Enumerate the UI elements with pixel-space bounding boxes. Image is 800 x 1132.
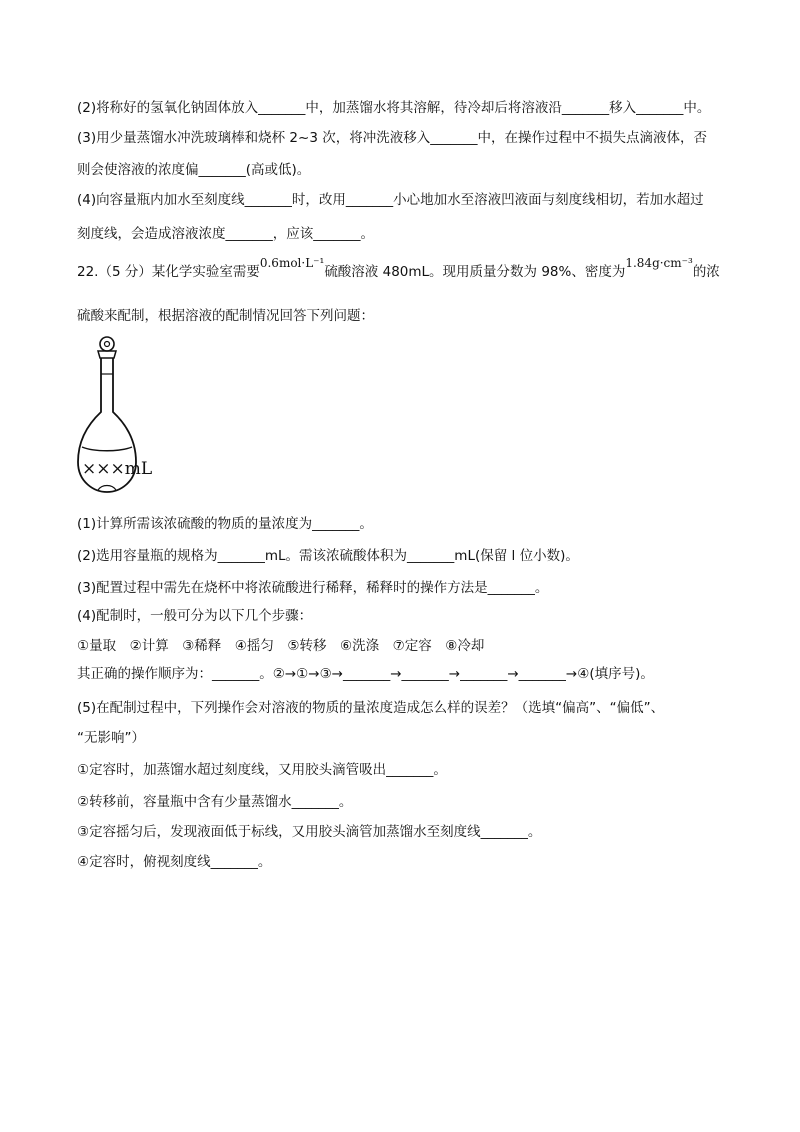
- question-4-text: (4)向容量瓶内加水至刻度线_______时，改用_______小心地加水至溶液凹液面与刻度线相切，若加水超过: [77, 192, 704, 208]
- part-4-text: (4)配制时，一般可分为以下几个步骤：: [77, 608, 313, 624]
- error-item-2: ②转移前，容量瓶中含有少量蒸馏水_______。: [77, 794, 353, 810]
- error-item-4: ④定容时，俯视刻度线_______。: [77, 854, 272, 870]
- order-sequence: 其正确的操作顺序为：_______。②→①→③→_______→_______→_______→_______→④(填序号)。: [77, 666, 654, 682]
- question-2-text: (2)将称好的氢氧化钠固体放入_______中，加蒸馏水将其溶解，待冷却后将溶液沿_______移入_______中。: [77, 100, 711, 116]
- concentration-formula: 0.6mol·L⁻¹: [259, 256, 325, 270]
- question-3-continuation: 则会使溶液的浓度偏_______(高或低)。: [77, 162, 311, 178]
- question-22-middle: 硫酸溶液 480mL。现用质量分数为 98%、密度为: [324, 264, 626, 280]
- flask-volume-label: ×××mL: [82, 459, 153, 479]
- density-formula: 1.84g·cm⁻³: [625, 256, 693, 270]
- part-5-text: (5)在配制过程中，下列操作会对溶液的物质的量浓度造成怎么样的误差？（选填“偏高”、“偏低”、: [77, 700, 665, 716]
- part-5-continuation: “无影响”）: [77, 730, 145, 746]
- error-item-1: ①定容时，加蒸馏水超过刻度线，又用胶头滴管吸出_______。: [77, 762, 447, 778]
- question-22-header: [77, 256, 740, 282]
- part-2-text: (2)选用容量瓶的规格为_______mL。需该浓硫酸体积为_______mL(保留 l 位小数)。: [77, 548, 579, 564]
- question-22-prefix: 22.（5 分）某化学实验室需要: [77, 264, 260, 280]
- steps-list: ①量取 ②计算 ③稀释 ④摇匀 ⑤转移 ⑥洗涤 ⑦定容 ⑧冷却: [77, 638, 485, 654]
- part-1-text: (1)计算所需该浓硫酸的物质的量浓度为_______。: [77, 516, 373, 532]
- volumetric-flask-icon: [76, 334, 166, 496]
- question-3-text: (3)用少量蒸馏水冲洗玻璃棒和烧杯 2~3 次，将冲洗液移入_______中，在操作过程中不损失点滴液体，否: [77, 130, 707, 146]
- question-4-continuation: 刻度线，会造成溶液浓度_______，应该_______。: [77, 226, 374, 242]
- question-22-intro: 硫酸来配制，根据溶液的配制情况回答下列问题：: [77, 308, 374, 324]
- question-22-end: 的浓: [692, 264, 720, 280]
- error-item-3: ③定容摇匀后，发现液面低于标线，又用胶头滴管加蒸馏水至刻度线_______。: [77, 824, 542, 840]
- part-3-text: (3)配置过程中需先在烧杯中将浓硫酸进行稀释，稀释时的操作方法是_______。: [77, 580, 549, 596]
